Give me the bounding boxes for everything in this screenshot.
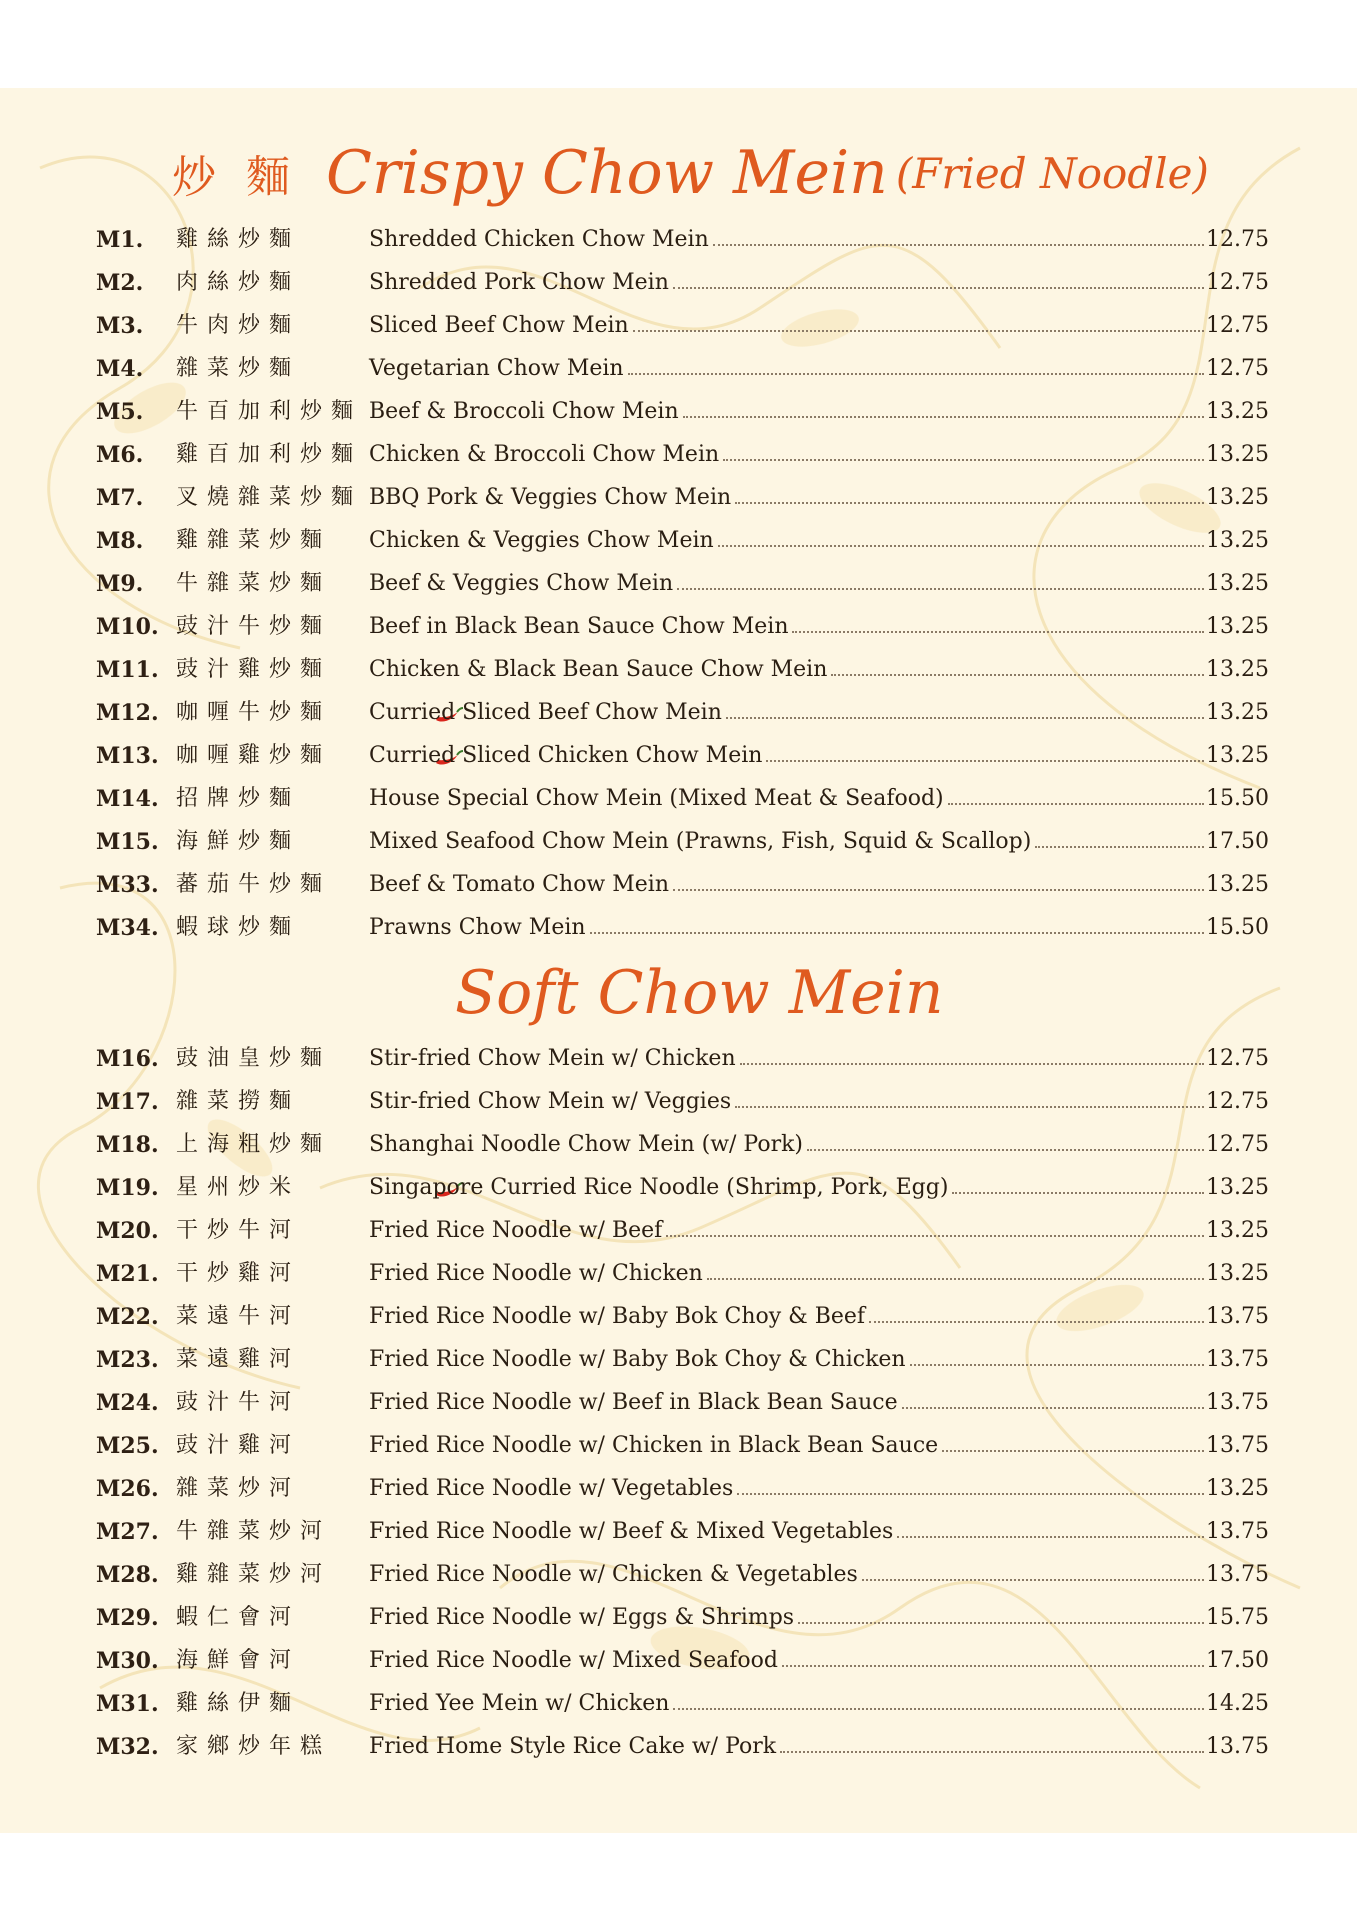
item-english-name: Stir-fried Chow Mein w/ Chicken bbox=[369, 1046, 736, 1071]
menu-item bbox=[96, 735, 1269, 778]
menu-item bbox=[96, 778, 1269, 821]
item-english-name: Fried Rice Noodle w/ Beef & Mixed Vegetables bbox=[369, 1519, 894, 1544]
item-english-name: Prawns Chow Mein bbox=[369, 915, 586, 940]
item-code: M29. bbox=[96, 1605, 159, 1631]
item-dish bbox=[369, 786, 1204, 812]
item-price: 13.25 bbox=[1206, 399, 1269, 424]
menu-item bbox=[96, 1640, 1269, 1683]
item-price: 13.25 bbox=[1206, 528, 1269, 553]
item-code: M3. bbox=[96, 313, 144, 339]
item-dish bbox=[369, 528, 1204, 554]
item-code: M25. bbox=[96, 1433, 159, 1459]
menu-item bbox=[96, 692, 1269, 735]
item-dish bbox=[369, 356, 1204, 382]
crispy-title-english: Crispy Chow Mein bbox=[326, 138, 888, 208]
dot-leader bbox=[723, 459, 1204, 461]
item-chinese-name: 菜遠雞河 bbox=[176, 1347, 301, 1372]
item-chinese-name: 牛雜菜炒麵 bbox=[176, 571, 332, 596]
dot-leader bbox=[948, 803, 1204, 805]
dot-leader bbox=[942, 1450, 1204, 1452]
item-code: M32. bbox=[96, 1734, 159, 1760]
dot-leader bbox=[1035, 846, 1204, 848]
item-english-name: Fried Rice Noodle w/ Eggs & Shrimps bbox=[369, 1605, 795, 1630]
dot-leader bbox=[718, 545, 1204, 547]
item-price: 12.75 bbox=[1206, 270, 1269, 295]
item-dish bbox=[369, 1304, 1204, 1330]
item-code: M28. bbox=[96, 1562, 159, 1588]
item-code: M19. bbox=[96, 1175, 159, 1201]
item-english-name: Fried Rice Noodle w/ Beef in Black Bean Sauce bbox=[369, 1390, 898, 1415]
dot-leader bbox=[792, 631, 1204, 633]
item-dish bbox=[369, 1390, 1204, 1416]
item-price: 13.25 bbox=[1206, 614, 1269, 639]
dot-leader bbox=[633, 330, 1204, 332]
menu-item bbox=[96, 391, 1269, 434]
item-chinese-name: 豉汁牛炒麵 bbox=[176, 614, 332, 639]
menu-item bbox=[96, 219, 1269, 262]
item-chinese-name: 豉汁雞河 bbox=[176, 1433, 301, 1458]
item-dish bbox=[369, 1433, 1204, 1459]
item-chinese-name: 海鮮會河 bbox=[176, 1648, 301, 1673]
item-english-name: Chicken & Veggies Chow Mein bbox=[369, 528, 714, 553]
crispy-title-subtitle: (Fried Noodle) bbox=[895, 148, 1209, 198]
item-dish bbox=[369, 1347, 1204, 1373]
dot-leader bbox=[683, 416, 1204, 418]
menu-item bbox=[96, 1253, 1269, 1296]
dot-leader bbox=[666, 1235, 1204, 1237]
item-dish bbox=[369, 743, 1204, 769]
item-code: M18. bbox=[96, 1132, 159, 1158]
item-english-name: Mixed Seafood Chow Mein (Prawns, Fish, Squid & Scallop) bbox=[369, 829, 1032, 854]
item-english-name: Fried Rice Noodle w/ Chicken & Vegetables bbox=[369, 1562, 858, 1587]
item-code: M16. bbox=[96, 1046, 159, 1072]
item-price: 13.25 bbox=[1206, 872, 1269, 897]
item-chinese-name: 雞雜菜炒麵 bbox=[176, 528, 332, 553]
item-code: M30. bbox=[96, 1648, 159, 1674]
item-code: M14. bbox=[96, 786, 159, 812]
item-chinese-name: 上海粗炒麵 bbox=[176, 1132, 332, 1157]
item-chinese-name: 蝦球炒麵 bbox=[176, 915, 301, 940]
item-code: M11. bbox=[96, 657, 159, 683]
item-price: 13.25 bbox=[1206, 1218, 1269, 1243]
dot-leader bbox=[807, 1149, 1204, 1151]
item-english-name: Beef & Broccoli Chow Mein bbox=[369, 399, 679, 424]
item-code: M21. bbox=[96, 1261, 159, 1287]
dot-leader bbox=[831, 674, 1204, 676]
menu-item bbox=[96, 1382, 1269, 1425]
menu-item bbox=[96, 563, 1269, 606]
item-price: 13.75 bbox=[1206, 1390, 1269, 1415]
item-price: 12.75 bbox=[1206, 1046, 1269, 1071]
menu-item bbox=[96, 1167, 1269, 1210]
dot-leader bbox=[628, 373, 1204, 375]
menu-item bbox=[96, 1038, 1269, 1081]
item-english-name: Beef in Black Bean Sauce Chow Mein bbox=[369, 614, 789, 639]
item-dish bbox=[369, 313, 1204, 339]
dot-leader bbox=[677, 588, 1204, 590]
dot-leader bbox=[902, 1407, 1204, 1409]
item-code: M17. bbox=[96, 1089, 159, 1115]
crispy-title-chinese: 炒麵 bbox=[172, 152, 320, 203]
item-chinese-name: 雞絲炒麵 bbox=[176, 227, 301, 252]
dot-leader bbox=[862, 1579, 1204, 1581]
item-code: M13. bbox=[96, 743, 159, 769]
item-price: 13.75 bbox=[1206, 1347, 1269, 1372]
dot-leader bbox=[673, 889, 1204, 891]
dot-leader bbox=[897, 1536, 1204, 1538]
item-code: M22. bbox=[96, 1304, 159, 1330]
item-chinese-name: 家鄉炒年糕 bbox=[176, 1734, 332, 1759]
menu-item bbox=[96, 1511, 1269, 1554]
dot-leader bbox=[766, 760, 1204, 762]
item-chinese-name: 豉汁雞炒麵 bbox=[176, 657, 332, 682]
item-english-name: BBQ Pork & Veggies Chow Mein bbox=[369, 485, 732, 510]
item-code: M23. bbox=[96, 1347, 159, 1373]
menu-item bbox=[96, 477, 1269, 520]
item-english-name: Curried Sliced Beef Chow Mein bbox=[369, 700, 722, 725]
item-code: M33. bbox=[96, 872, 159, 898]
item-english-name: Chicken & Black Bean Sauce Chow Mein bbox=[369, 657, 828, 682]
item-code: M34. bbox=[96, 915, 159, 941]
item-chinese-name: 咖喱雞炒麵 bbox=[176, 743, 332, 768]
item-code: M15. bbox=[96, 829, 159, 855]
item-price: 13.25 bbox=[1206, 1175, 1269, 1200]
item-dish bbox=[369, 571, 1204, 597]
menu-item bbox=[96, 1296, 1269, 1339]
item-chinese-name: 牛百加利炒麵 bbox=[176, 399, 363, 424]
dot-leader bbox=[673, 287, 1204, 289]
item-price: 13.25 bbox=[1206, 743, 1269, 768]
item-code: M4. bbox=[96, 356, 144, 382]
item-price: 13.25 bbox=[1206, 485, 1269, 510]
crispy-chow-mein-list bbox=[96, 219, 1269, 950]
item-price: 12.75 bbox=[1206, 313, 1269, 338]
item-price: 12.75 bbox=[1206, 227, 1269, 252]
item-english-name: Beef & Veggies Chow Mein bbox=[369, 571, 674, 596]
item-code: M26. bbox=[96, 1476, 159, 1502]
item-english-name: Beef & Tomato Chow Mein bbox=[369, 872, 670, 897]
item-code: M8. bbox=[96, 528, 144, 554]
item-dish bbox=[369, 1476, 1204, 1502]
item-price: 14.25 bbox=[1206, 1691, 1269, 1716]
menu-item bbox=[96, 1339, 1269, 1382]
item-price: 15.75 bbox=[1206, 1605, 1269, 1630]
item-english-name: Fried Rice Noodle w/ Chicken bbox=[369, 1261, 703, 1286]
dot-leader bbox=[735, 502, 1204, 504]
item-chinese-name: 干炒牛河 bbox=[176, 1218, 301, 1243]
item-english-name: Fried Rice Noodle w/ Beef bbox=[369, 1218, 663, 1243]
item-chinese-name: 蕃茄牛炒麵 bbox=[176, 872, 332, 897]
item-code: M10. bbox=[96, 614, 159, 640]
item-english-name: House Special Chow Mein (Mixed Meat & Seafood) bbox=[369, 786, 944, 811]
dot-leader bbox=[726, 717, 1204, 719]
item-english-name: Sliced Beef Chow Mein bbox=[369, 313, 629, 338]
item-chinese-name: 雞絲伊麵 bbox=[176, 1691, 301, 1716]
item-dish bbox=[369, 442, 1204, 468]
item-english-name: Stir-fried Chow Mein w/ Veggies bbox=[369, 1089, 732, 1114]
item-english-name: Fried Home Style Rice Cake w/ Pork bbox=[369, 1734, 777, 1759]
item-dish bbox=[369, 399, 1204, 425]
item-english-name: Shanghai Noodle Chow Mein (w/ Pork) bbox=[369, 1132, 804, 1157]
item-dish bbox=[369, 614, 1204, 640]
menu-item bbox=[96, 649, 1269, 692]
menu-item bbox=[96, 262, 1269, 305]
item-code: M24. bbox=[96, 1390, 159, 1416]
item-chinese-name: 肉絲炒麵 bbox=[176, 270, 301, 295]
item-chinese-name: 雜菜撈麵 bbox=[176, 1089, 301, 1114]
dot-leader bbox=[740, 1063, 1204, 1065]
item-code: M5. bbox=[96, 399, 144, 425]
item-dish bbox=[369, 1046, 1204, 1072]
item-price: 12.75 bbox=[1206, 356, 1269, 381]
item-dish bbox=[369, 1218, 1204, 1244]
menu-item bbox=[96, 1081, 1269, 1124]
item-code: M31. bbox=[96, 1691, 159, 1717]
item-dish bbox=[369, 1691, 1204, 1717]
item-price: 15.50 bbox=[1206, 786, 1269, 811]
item-dish bbox=[369, 657, 1204, 683]
item-dish bbox=[369, 1562, 1204, 1588]
dot-leader bbox=[590, 932, 1204, 934]
item-code: M27. bbox=[96, 1519, 159, 1545]
item-english-name: Chicken & Broccoli Chow Mein bbox=[369, 442, 720, 467]
item-chinese-name: 雞百加利炒麵 bbox=[176, 442, 363, 467]
dot-leader bbox=[707, 1278, 1204, 1280]
item-chinese-name: 牛肉炒麵 bbox=[176, 313, 301, 338]
item-english-name: Fried Rice Noodle w/ Baby Bok Choy & Chicken bbox=[369, 1347, 906, 1372]
item-chinese-name: 海鮮炒麵 bbox=[176, 829, 301, 854]
menu-item bbox=[96, 1425, 1269, 1468]
dot-leader bbox=[713, 244, 1204, 246]
item-dish bbox=[369, 227, 1204, 253]
item-english-name: Singapore Curried Rice Noodle (Shrimp, Pork, Egg) bbox=[369, 1175, 949, 1200]
menu-item bbox=[96, 520, 1269, 563]
menu-item bbox=[96, 606, 1269, 649]
item-dish bbox=[369, 1132, 1204, 1158]
item-chinese-name: 星州炒米 bbox=[176, 1175, 301, 1200]
item-dish bbox=[369, 1175, 1204, 1201]
item-english-name: Curried Sliced Chicken Chow Mein bbox=[369, 743, 763, 768]
item-chinese-name: 豉油皇炒麵 bbox=[176, 1046, 332, 1071]
item-code: M6. bbox=[96, 442, 144, 468]
item-code: M2. bbox=[96, 270, 144, 296]
item-dish bbox=[369, 1648, 1204, 1674]
item-price: 13.75 bbox=[1206, 1562, 1269, 1587]
item-chinese-name: 雜菜炒麵 bbox=[176, 356, 301, 381]
item-english-name: Fried Rice Noodle w/ Mixed Seafood bbox=[369, 1648, 778, 1673]
dot-leader bbox=[780, 1751, 1204, 1753]
item-price: 13.25 bbox=[1206, 1476, 1269, 1501]
menu-item bbox=[96, 434, 1269, 477]
item-chinese-name: 干炒雞河 bbox=[176, 1261, 301, 1286]
item-price: 17.50 bbox=[1206, 1648, 1269, 1673]
item-price: 17.50 bbox=[1206, 829, 1269, 854]
item-english-name: Fried Rice Noodle w/ Vegetables bbox=[369, 1476, 734, 1501]
item-code: M9. bbox=[96, 571, 144, 597]
item-price: 12.75 bbox=[1206, 1089, 1269, 1114]
item-chinese-name: 豉汁牛河 bbox=[176, 1390, 301, 1415]
crispy-chow-mein-title bbox=[172, 138, 1209, 210]
menu-item bbox=[96, 1726, 1269, 1769]
soft-chow-mein-list bbox=[96, 1038, 1269, 1769]
menu-item bbox=[96, 864, 1269, 907]
item-chinese-name: 牛雜菜炒河 bbox=[176, 1519, 332, 1544]
item-english-name: Shredded Chicken Chow Mein bbox=[369, 227, 709, 252]
item-chinese-name: 雜菜炒河 bbox=[176, 1476, 301, 1501]
menu-item bbox=[96, 1124, 1269, 1167]
item-code: M7. bbox=[96, 485, 144, 511]
item-chinese-name: 招牌炒麵 bbox=[176, 786, 301, 811]
item-chinese-name: 雞雜菜炒河 bbox=[176, 1562, 332, 1587]
item-price: 13.75 bbox=[1206, 1734, 1269, 1759]
item-english-name: Fried Rice Noodle w/ Baby Bok Choy & Beef bbox=[369, 1304, 866, 1329]
menu-item bbox=[96, 1210, 1269, 1253]
menu-item bbox=[96, 821, 1269, 864]
item-english-name: Fried Yee Mein w/ Chicken bbox=[369, 1691, 670, 1716]
item-price: 13.75 bbox=[1206, 1433, 1269, 1458]
item-dish bbox=[369, 915, 1204, 941]
item-price: 13.25 bbox=[1206, 700, 1269, 725]
item-price: 15.50 bbox=[1206, 915, 1269, 940]
item-price: 13.25 bbox=[1206, 657, 1269, 682]
item-english-name: Fried Rice Noodle w/ Chicken in Black Bean Sauce bbox=[369, 1433, 939, 1458]
item-dish bbox=[369, 1089, 1204, 1115]
item-dish bbox=[369, 829, 1204, 855]
item-dish bbox=[369, 270, 1204, 296]
dot-leader bbox=[910, 1364, 1204, 1366]
item-dish bbox=[369, 1261, 1204, 1287]
item-price: 13.25 bbox=[1206, 571, 1269, 596]
dot-leader bbox=[869, 1321, 1204, 1323]
menu-item bbox=[96, 1554, 1269, 1597]
item-dish bbox=[369, 485, 1204, 511]
item-price: 13.75 bbox=[1206, 1519, 1269, 1544]
dot-leader bbox=[782, 1665, 1204, 1667]
item-dish bbox=[369, 1734, 1204, 1760]
item-dish bbox=[369, 1519, 1204, 1545]
item-chinese-name: 蝦仁會河 bbox=[176, 1605, 301, 1630]
item-dish bbox=[369, 1605, 1204, 1631]
item-price: 12.75 bbox=[1206, 1132, 1269, 1157]
item-chinese-name: 咖喱牛炒麵 bbox=[176, 700, 332, 725]
menu-item bbox=[96, 1468, 1269, 1511]
item-chinese-name: 叉燒雜菜炒麵 bbox=[176, 485, 363, 510]
soft-chow-mein-title: Soft Chow Mein bbox=[455, 958, 944, 1028]
item-code: M20. bbox=[96, 1218, 159, 1244]
menu-item bbox=[96, 907, 1269, 950]
item-english-name: Shredded Pork Chow Mein bbox=[369, 270, 669, 295]
item-dish bbox=[369, 700, 1204, 726]
dot-leader bbox=[737, 1493, 1204, 1495]
menu-item bbox=[96, 1597, 1269, 1640]
item-price: 13.25 bbox=[1206, 442, 1269, 467]
menu-item bbox=[96, 1683, 1269, 1726]
dot-leader bbox=[673, 1708, 1204, 1710]
dot-leader bbox=[798, 1622, 1204, 1624]
dot-leader bbox=[952, 1192, 1204, 1194]
item-dish bbox=[369, 872, 1204, 898]
item-code: M1. bbox=[96, 227, 144, 253]
item-price: 13.75 bbox=[1206, 1304, 1269, 1329]
item-english-name: Vegetarian Chow Mein bbox=[369, 356, 624, 381]
item-price: 13.25 bbox=[1206, 1261, 1269, 1286]
menu-item bbox=[96, 305, 1269, 348]
dot-leader bbox=[735, 1106, 1204, 1108]
menu-item bbox=[96, 348, 1269, 391]
item-chinese-name: 菜遠牛河 bbox=[176, 1304, 301, 1329]
item-code: M12. bbox=[96, 700, 159, 726]
